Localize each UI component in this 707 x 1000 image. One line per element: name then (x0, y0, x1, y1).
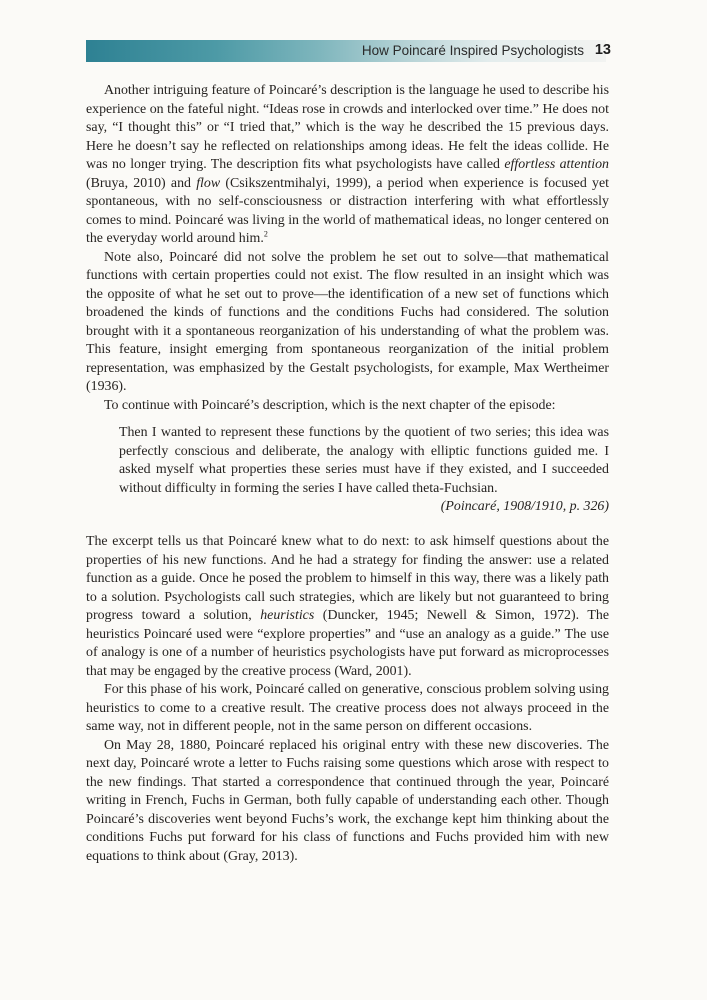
footnote-marker[interactable]: 2 (263, 229, 268, 239)
paragraph-1: Another intriguing feature of Poincaré’s description is the language he used to describe his experience on the fateful night. “Ideas rose in crowds and interlocked over time.” He does not say, “I thought this” or “I tried that,” which is the way he described the 15 previous days. Here he doesn’t say he reflected on relationships among ideas. He felt the ideas collide. He was no longer trying. The description fits what psychologists have called effortless attention (Bruya, 2010) and flow (Csikszentmihalyi, 1999), a period when experience is focused yet spontaneous, with no self-consciousness or distraction interfering with what effortlessly comes to mind. Poincaré was living in the world of mathematical ideas, no longer centered on the everyday world around him.$^2$ (86, 83, 609, 246)
running-title: How Poincaré Inspired Psychologists (361, 43, 584, 58)
block-quote-citation: (Poincaré, 1908/1910, p. 326) (440, 499, 609, 514)
paragraph-2: Note also, Poincaré did not solve the problem he set out to solve—that mathematical functions with certain properties could not exist. The flow resulted in an insight which was the opposite of what he set out to prove—the identification of a new set of functions which broadened the kinds of functions and the conditions Fuchs had considered. The solution brought with it a spontaneous reorganization of his understanding of what the problem was. This feature, insight emerging from spontaneous reorganization of the initial problem representation, was emphasized by the Gestalt psychologists, for example, Max Wertheimer (1936). (86, 249, 609, 394)
block-quote (119, 424, 609, 517)
body-text-lower (86, 533, 609, 866)
paragraph-4: The excerpt tells us that Poincaré knew what to do next: to ask himself questions about the properties of his new functions. And he had a strategy for finding the answer: use a related function as a guide. Once he posed the problem to himself in this way, there was a likely path to a solution. Psychologists call such strategies, which are likely but not guaranteed to bring progress toward a solution, heuristics (Duncker, 1945; Newell & Simon, 1972). The heuristics Poincaré used were “explore properties” and “use an analogy as a guide.” The use of analogy is one of a number of heuristics psychologists have put forward as microprocesses that may be engaged by the creative process (Ward, 2001). (86, 534, 609, 679)
body-text-upper (86, 82, 609, 415)
block-quote-text: Then I wanted to represent these functions by the quotient of two series; this idea was perfectly conscious and deliberate, the analogy with elliptic functions guided me. I asked myself what properties these series must have if they existed, and I succeeded without difficulty in forming the series I have called theta-Fuchsian. (119, 425, 609, 496)
paragraph-3: To continue with Poincaré’s description, which is the next chapter of the episode: (104, 397, 556, 413)
paragraph-5: For this phase of his work, Poincaré called on generative, conscious problem solving using heuristics to come to a creative result. The creative process does not always proceed in the same way, not in different people, not in the same person on different occasions. (86, 682, 609, 734)
page-number: 13 (594, 42, 611, 58)
paragraph-6: On May 28, 1880, Poincaré replaced his original entry with these new discoveries. The next day, Poincaré wrote a letter to Fuchs raising some questions which arose with respect to the new findings. That started a correspondence that continued through the year, Poincaré writing in French, Fuchs in German, both fully capable of understanding each other. Though Poincaré’s discoveries went beyond Fuchs’s work, the exchange kept him thinking about the conditions Fuchs put forward for his class of functions and Fuchs provided him with new equations to think about (Gray, 2013). (86, 737, 609, 864)
